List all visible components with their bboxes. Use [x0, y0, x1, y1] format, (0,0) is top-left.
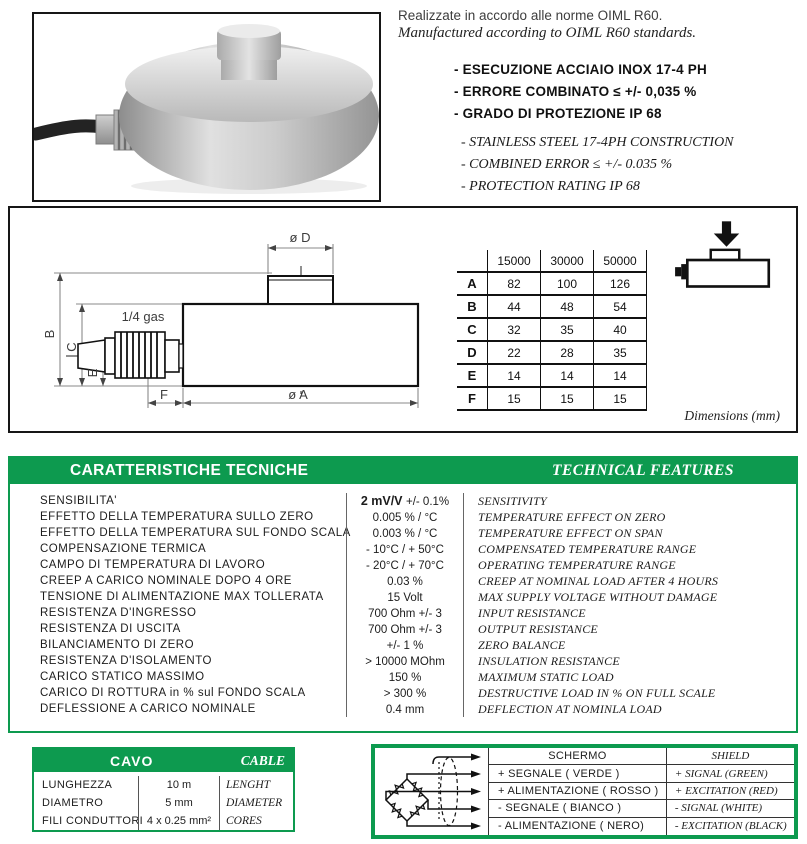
dims-value: 28 [541, 341, 594, 364]
intro-text [398, 6, 802, 198]
dim-label-a: ø A [288, 387, 308, 402]
dimensions-panel [8, 206, 798, 433]
wire-label-en: + SIGNAL (GREEN) [666, 765, 794, 781]
cable-value: 10 m [138, 776, 220, 794]
cable-label-en: CORES [226, 815, 262, 827]
wiring-table [488, 748, 794, 835]
tech-header-bar [10, 458, 796, 484]
spec-label-it: CAMPO DI TEMPERATURA DI LAVORO [40, 559, 266, 571]
spec-label-it: EFFETTO DELLA TEMPERATURA SUL FONDO SCALA [40, 527, 351, 539]
spec-label-en: MAX SUPPLY VOLTAGE WITHOUT DAMAGE [478, 590, 718, 604]
spec-label-en: OPERATING TEMPERATURE RANGE [478, 558, 676, 572]
spec-value: 2 mV/V +/- 0.1% [346, 493, 464, 509]
feature-list-en [398, 132, 802, 198]
spec-value: 15 Volt [346, 589, 464, 605]
dims-row-label: D [457, 341, 488, 364]
spec-label-en: TEMPERATURE EFFECT ON ZERO [478, 510, 666, 524]
spec-label-it: CARICO DI ROTTURA in % sul FONDO SCALA [40, 687, 306, 699]
wiring-row [489, 748, 794, 765]
cable-label-it: FILI CONDUTTORI [42, 815, 144, 827]
spec-label-en: INPUT RESISTANCE [478, 606, 586, 620]
dims-table-row [457, 341, 647, 364]
tech-title-it: CARATTERISTICHE TECNICHE [70, 462, 309, 479]
feature-item-it: - ERRORE COMBINATO ≤ +/- 0,035 % [454, 84, 697, 99]
dim-label-d: ø D [289, 230, 311, 245]
spec-value: > 300 % [346, 685, 464, 701]
wire-label-en: SHIELD [666, 748, 794, 764]
dims-row-label: A [457, 272, 488, 295]
dims-corner-cell [457, 250, 488, 272]
dimensions-unit-note: Dimensions (mm) [684, 408, 780, 423]
dims-value: 15 [594, 387, 647, 410]
spec-value: - 10°C / + 50°C [346, 541, 464, 557]
spec-label-it: BILANCIAMENTO DI ZERO [40, 639, 195, 651]
dims-table-body [457, 272, 647, 410]
dims-table-row [457, 387, 647, 410]
dims-row-label: B [457, 295, 488, 318]
dims-header-row [457, 250, 647, 272]
cell-body-outline [183, 304, 418, 386]
dims-value: 126 [594, 272, 647, 295]
dim-label-c: C [64, 342, 79, 352]
dims-capacity-header: 30000 [541, 250, 594, 272]
bridge-diamond [386, 779, 428, 821]
cable-title-it: CAVO [110, 752, 154, 769]
dims-table-row [457, 318, 647, 341]
wire-label-en: - SIGNAL (WHITE) [666, 800, 794, 816]
technical-drawing [26, 214, 456, 426]
cable-label-en: LENGHT [226, 779, 271, 791]
gland-plug [78, 340, 105, 372]
dim-label-b: B [42, 329, 57, 339]
feature-item-en: - COMBINED ERROR ≤ +/- 0.035 % [461, 157, 673, 172]
load-direction-icon [670, 218, 782, 300]
spec-label-it: RESISTENZA D'ISOLAMENTO [40, 655, 212, 667]
spec-value: 0.003 % / °C [346, 525, 464, 541]
dimensions-table [457, 250, 647, 411]
cable-label-en: DIAMETER [226, 797, 283, 809]
spec-value: 700 Ohm +/- 3 [346, 621, 464, 637]
spec-label-it: RESISTENZA DI USCITA [40, 623, 181, 635]
cable-label-it: DIAMETRO [42, 797, 104, 809]
spec-label-it: CARICO STATICO MASSIMO [40, 671, 205, 683]
spec-value: 700 Ohm +/- 3 [346, 605, 464, 621]
dims-table-row [457, 295, 647, 318]
gland-thread-label: 1/4 gas [121, 309, 165, 324]
spec-label-en: DESTRUCTIVE LOAD IN % ON FULL SCALE [478, 686, 716, 700]
dim-label-f: F [160, 387, 168, 402]
feature-list-it [398, 59, 802, 125]
cable-label-it: LUNGHEZZA [42, 779, 113, 791]
dims-capacity-header: 50000 [594, 250, 647, 272]
spec-label-en: OUTPUT RESISTANCE [478, 622, 598, 636]
cable-value: 4 x 0.25 mm² [138, 812, 220, 830]
dims-row-label: E [457, 364, 488, 387]
dims-value: 32 [488, 318, 541, 341]
load-cell-photo [34, 14, 379, 200]
wiring-row [489, 818, 794, 835]
spec-label-it: EFFETTO DELLA TEMPERATURA SULLO ZERO [40, 511, 314, 523]
dims-value: 82 [488, 272, 541, 295]
wire-label-it: SCHERMO [548, 750, 607, 763]
wire-label-it: + SEGNALE ( VERDE ) [498, 767, 620, 780]
button-top [218, 24, 280, 38]
product-photo [32, 12, 381, 202]
spec-label-it: DEFLESSIONE A CARICO NOMINALE [40, 703, 256, 715]
spec-label-en: ZERO BALANCE [478, 638, 566, 652]
spec-label-it: RESISTENZA D'INGRESSO [40, 607, 197, 619]
spec-value: 0.005 % / °C [346, 509, 464, 525]
intro-line-it: Realizzate in accordo alle norme OIML R60. [398, 8, 663, 23]
wire-label-it: - ALIMENTAZIONE ( NERO) [498, 820, 645, 833]
dims-table-row [457, 272, 647, 295]
cable-value: 5 mm [138, 794, 220, 812]
tech-title-en: TECHNICAL FEATURES [552, 462, 734, 479]
wiring-row [489, 800, 794, 817]
spec-value: 0.03 % [346, 573, 464, 589]
dims-row-label: F [457, 387, 488, 410]
spec-label-it: COMPENSAZIONE TERMICA [40, 543, 207, 555]
spec-value: - 20°C / + 70°C [346, 557, 464, 573]
spec-value: 150 % [346, 669, 464, 685]
dims-value: 14 [594, 364, 647, 387]
wiring-row [489, 765, 794, 782]
wiring-panel [371, 744, 798, 839]
spec-label-en: CREEP AT NOMINAL LOAD AFTER 4 HOURS [478, 574, 719, 588]
intro-line-en: Manufactured according to OIML R60 standards. [398, 25, 697, 41]
dims-value: 100 [541, 272, 594, 295]
spec-value: +/- 1 % [346, 637, 464, 653]
feature-item-en: - PROTECTION RATING IP 68 [461, 179, 640, 194]
wheatstone-bridge-icon [375, 748, 488, 835]
spec-label-en: COMPENSATED TEMPERATURE RANGE [478, 542, 697, 556]
dims-value: 22 [488, 341, 541, 364]
dims-value: 44 [488, 295, 541, 318]
dims-value: 48 [541, 295, 594, 318]
dims-row-label: C [457, 318, 488, 341]
dim-label-e: E [85, 368, 100, 378]
spec-value: > 10000 MOhm [346, 653, 464, 669]
spec-label-en: INSULATION RESISTANCE [478, 654, 620, 668]
feature-item-it: - GRADO DI PROTEZIONE IP 68 [454, 106, 662, 121]
wire-label-en: + EXCITATION (RED) [666, 783, 794, 799]
feature-item-it: - ESECUZIONE ACCIAIO INOX 17-4 PH [454, 62, 707, 77]
dims-value: 35 [594, 341, 647, 364]
spec-label-en: DEFLECTION AT NOMINLA LOAD [478, 702, 662, 716]
spec-label-en: SENSITIVITY [478, 494, 547, 508]
feature-item-en: - STAINLESS STEEL 17-4PH CONSTRUCTION [461, 135, 734, 150]
spec-label-it: SENSIBILITA' [40, 495, 118, 507]
dims-value: 54 [594, 295, 647, 318]
dims-value: 15 [488, 387, 541, 410]
dims-value: 35 [541, 318, 594, 341]
cable-header-bar [34, 749, 293, 772]
tech-specs-table [10, 493, 796, 717]
dims-value: 15 [541, 387, 594, 410]
spec-label-en: MAXIMUM STATIC LOAD [478, 670, 614, 684]
wire-label-it: - SEGNALE ( BIANCO ) [498, 802, 622, 815]
spec-label-en: TEMPERATURE EFFECT ON SPAN [478, 526, 663, 540]
bridge-diagram [375, 748, 488, 835]
wire-label-it: + ALIMENTAZIONE ( ROSSO ) [498, 784, 659, 797]
cable-panel [32, 747, 295, 832]
dims-value: 14 [488, 364, 541, 387]
spec-label-it: TENSIONE DI ALIMENTAZIONE MAX TOLLERATA [40, 591, 324, 603]
wiring-row [489, 783, 794, 800]
dims-capacity-header: 15000 [488, 250, 541, 272]
tech-specs-panel [8, 456, 798, 733]
cable-table [34, 776, 293, 830]
spec-label-it: CREEP A CARICO NOMINALE DOPO 4 ORE [40, 575, 292, 587]
wire-label-en: - EXCITATION (BLACK) [666, 818, 794, 835]
dims-table-row [457, 364, 647, 387]
spec-value: 0.4 mm [346, 701, 464, 717]
dims-value: 14 [541, 364, 594, 387]
cable-title-en: CABLE [240, 752, 285, 768]
dims-value: 40 [594, 318, 647, 341]
cable-plug [96, 115, 114, 144]
